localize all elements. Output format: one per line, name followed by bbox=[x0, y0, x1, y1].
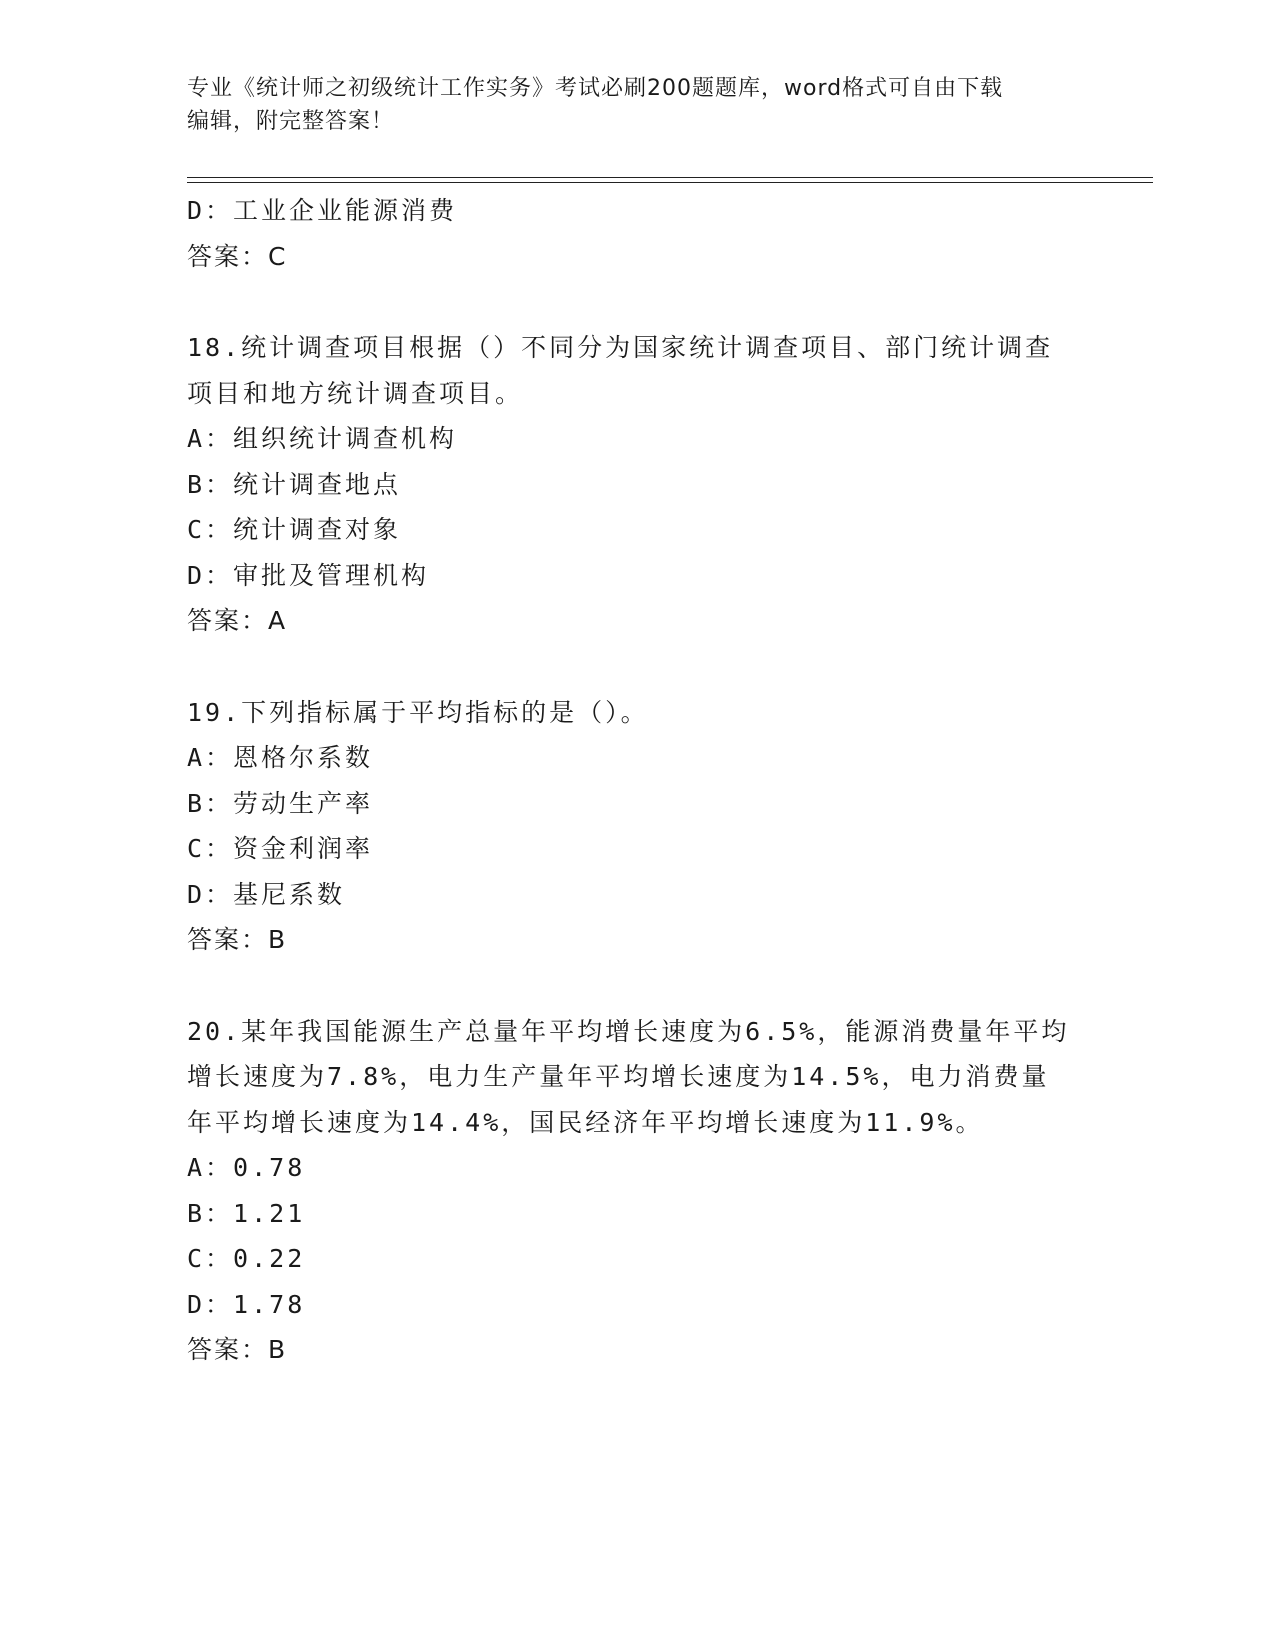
question-stem-line: 年平均增长速度为14.4%，国民经济年平均增长速度为11.9%。 bbox=[187, 1107, 984, 1137]
option-d: D：1.78 bbox=[187, 1289, 306, 1319]
header-rule-top bbox=[187, 177, 1153, 178]
answer: 答案：B bbox=[187, 925, 288, 954]
option-c: C：0.22 bbox=[187, 1244, 306, 1273]
header-rule-bottom bbox=[187, 182, 1153, 183]
header-line-1: 专业《统计师之初级统计工作实务》考试必刷200题题库，word格式可自由下载 bbox=[187, 76, 1004, 101]
option-b: B：统计调查地点 bbox=[187, 469, 402, 499]
option-a: A：0.78 bbox=[187, 1153, 306, 1182]
question-18 bbox=[187, 325, 1087, 644]
spacer bbox=[187, 644, 1087, 690]
question-stem-line: 增长速度为7.8%，电力生产量年平均增长速度为14.5%，电力消费量 bbox=[187, 1062, 1050, 1091]
option-b: B：1.21 bbox=[187, 1198, 306, 1228]
prev-answer: 答案：C bbox=[187, 241, 288, 271]
spacer bbox=[187, 279, 1087, 325]
option-a: A：组织统计调查机构 bbox=[187, 424, 458, 453]
question-stem-line: 19.下列指标属于平均指标的是（）。 bbox=[187, 697, 649, 727]
spacer bbox=[187, 963, 1087, 1009]
answer: 答案：A bbox=[187, 606, 288, 635]
question-19 bbox=[187, 690, 1087, 963]
answer: 答案：B bbox=[187, 1335, 288, 1364]
question-20 bbox=[187, 1009, 1087, 1373]
option-d: D：基尼系数 bbox=[187, 879, 346, 909]
question-stem-line: 项目和地方统计调查项目。 bbox=[187, 378, 524, 408]
question-stem-line: 18.统计调查项目根据（）不同分为国家统计调查项目、部门统计调查 bbox=[187, 333, 1054, 362]
prev-option-d: D：工业企业能源消费 bbox=[187, 196, 458, 225]
option-c: C：统计调查对象 bbox=[187, 515, 402, 544]
document-header bbox=[187, 72, 1067, 138]
option-a: A：恩格尔系数 bbox=[187, 743, 374, 772]
question-stem-line: 20.某年我国能源生产总量年平均增长速度为6.5%，能源消费量年平均 bbox=[187, 1016, 1070, 1046]
option-c: C：资金利润率 bbox=[187, 834, 374, 863]
option-b: B：劳动生产率 bbox=[187, 788, 374, 818]
option-d: D：审批及管理机构 bbox=[187, 560, 430, 590]
question-content bbox=[187, 188, 1087, 1373]
header-line-2: 编辑，附完整答案！ bbox=[187, 109, 395, 134]
